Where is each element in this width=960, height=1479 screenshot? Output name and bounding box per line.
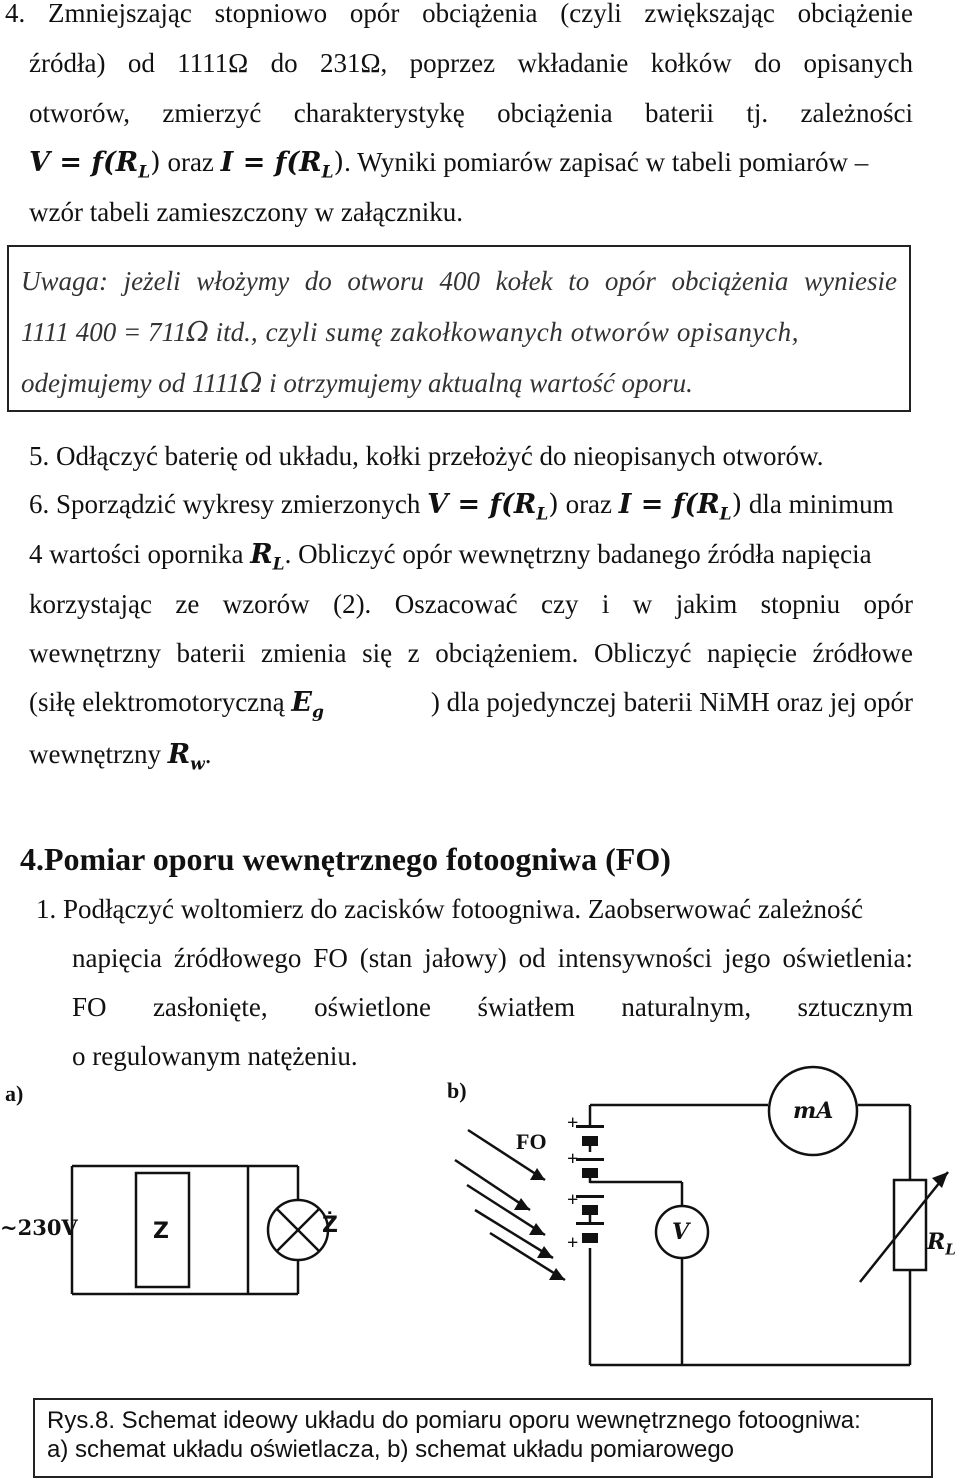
step5: 5. Odłączyć baterię od układu, kołki przełożyć do nieopisanych otworów. [29,441,824,471]
label-a: a) [5,1081,24,1106]
section-heading: 4.Pomiar oporu wewnętrznego fotoogniwa (FO) [20,841,671,877]
plus-1: + [567,1112,579,1134]
step6-line1: 6. Sporządzić wykresy zmierzonych 𝑽 = 𝒇(𝑹$_𝑳$) oraz 𝑰 = 𝒇(𝑹$_𝑳$) dla minimum [29,489,894,525]
z-label: Z [153,1219,169,1244]
step6-line4: wewnętrzny baterii zmienia się z obciążeniem. Obliczyć napięcie źródłowe [29,638,913,668]
step6-line2: 4 wartości opornika 𝑹$_𝑳$. Obliczyć opór wewnętrzny badanego źródła napięcia [29,539,872,575]
label-b: b) [447,1078,467,1103]
note-line1: Uwaga: jeżeli włożymy do otworu 400 kołek to opór obciążenia wyniesie [21,266,897,296]
item1-line3: FO zasłonięte, oświetlone światłem naturalnym, sztucznym [72,992,913,1022]
formula-v: 𝑽 = 𝒇(𝑹 [29,147,139,178]
step4-line3: otworów, zmierzyć charakterystykę obciążenia baterii tj. zależności [29,98,913,128]
v-label: V [672,1219,690,1245]
step6-line5: (siłę elektromotoryczną 𝑬$_𝒈$ ) dla pojedynczej baterii NiMH oraz jej opór [29,687,913,723]
step6-line3: korzystając ze wzorów (2). Oszacować czy i w jakim stopniu opór [29,589,913,619]
plus-2: + [567,1148,579,1170]
note-line2: 1111 400 = 711Ω itd., czyli sumę zakołkowanych otworów opisanych, [21,317,800,348]
plus-3: + [567,1189,579,1211]
load-resistor-symbol [894,1180,926,1270]
step4-line5: wzór tabeli zamieszczony w załączniku. [29,197,464,227]
formula-i: 𝑰 = 𝒇(𝑹 [220,147,322,178]
z-dot-label: Ż [322,1213,338,1238]
caption-line1: Rys.8. Schemat ideowy układu do pomiaru oporu wewnętrznego fotoogniwa: [47,1407,861,1434]
rl-label: $R_L$ [927,1229,956,1259]
item1-line4: o regulowanym natężeniu. [72,1041,358,1071]
ma-label: mA [793,1098,834,1124]
caption-line2: a) schemat układu oświetlacza, b) schemat układu pomiarowego [47,1436,735,1463]
step6-line6: wewnętrzny 𝑹$_𝒘$. [29,739,212,775]
fo-label: FO [516,1129,547,1154]
step4-line1: 4. Zmniejszając stopniowo opór obciążenia (czyli zwiększając obciążenie [5,0,913,28]
step4-line2: źródła) od 1111Ω do 231Ω, poprzez wkładanie kołków do opisanych [29,48,913,78]
item1-line2: napięcia źródłowego FO (stan jałowy) od intensywności jego oświetlenia: [72,943,913,973]
figure-caption [33,1398,933,1478]
plus-4: + [567,1232,579,1254]
item1-line1: 1. Podłączyć woltomierz do zacisków fotoogniwa. Zaobserwować zależność [36,894,863,924]
step4-line4: 𝑽 = 𝒇(𝑹$_𝑳$) oraz 𝑰 = 𝒇(𝑹$_𝑳$). Wyniki pomiarów zapisać w tabeli pomiarów – [29,147,869,183]
source-label: ~230V [0,1215,78,1240]
note-line3: odejmujemy od 1111Ω i otrzymujemy aktualną wartość oporu. [21,368,693,399]
